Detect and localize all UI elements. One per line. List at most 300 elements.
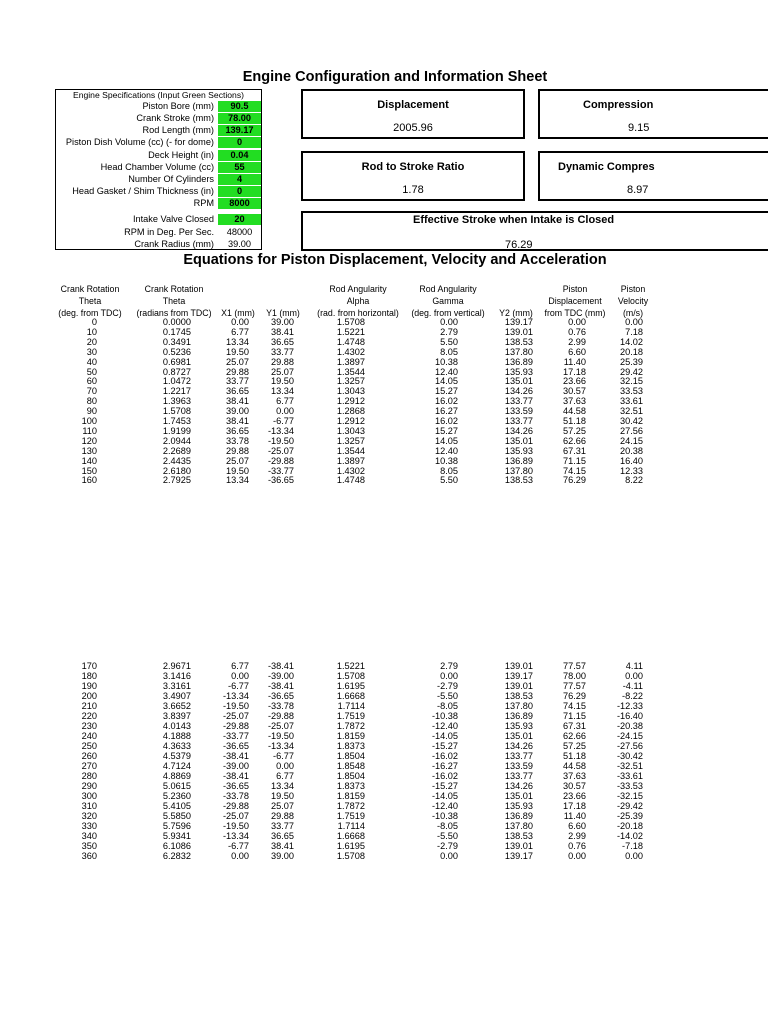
table-cell: 57.25	[563, 425, 586, 436]
table-cell: 1.3043	[336, 386, 365, 397]
table-cell: 6.60	[568, 821, 586, 831]
table-cell: 12.40	[435, 366, 458, 377]
table-cell: 5.9341	[162, 831, 191, 841]
table-cell: -12.33	[616, 701, 643, 711]
table-cell: 20.18	[620, 346, 643, 357]
table-cell: 25.07	[271, 366, 294, 377]
column-header: (deg. from vertical)	[411, 308, 485, 318]
table-cell: 3.8397	[162, 711, 191, 721]
table-cell: 5.4105	[162, 801, 191, 811]
table-cell: 29.88	[271, 811, 294, 821]
table-cell: 0.00	[625, 317, 643, 327]
table-cell: 36.65	[226, 386, 249, 397]
table-cell: 210	[81, 701, 97, 711]
effective-stroke-value: 76.29	[505, 239, 533, 251]
table-cell: 5.50	[440, 475, 458, 486]
table-cell: 1.5708	[336, 317, 365, 327]
table-cell: 29.88	[226, 366, 249, 377]
column-header: Y2 (mm)	[499, 308, 533, 318]
table-cell: 3.4907	[162, 691, 191, 701]
column-header: Piston	[620, 284, 646, 294]
table-cell: 33.61	[620, 396, 643, 407]
table-cell: 134.26	[504, 425, 533, 436]
table-cell: 12.40	[435, 445, 458, 456]
table-cell: 13.34	[226, 336, 249, 347]
spec-computed-value: 48000	[226, 227, 253, 237]
table-cell: 5.50	[440, 336, 458, 347]
table-cell: 1.5221	[336, 661, 365, 671]
table-cell: 133.59	[504, 406, 533, 417]
table-cell: -25.39	[616, 811, 643, 821]
table-cell: 27.56	[620, 425, 643, 436]
table-cell: 136.89	[504, 711, 533, 721]
table-cell: 74.15	[563, 701, 586, 711]
table-cell: 0.8727	[162, 366, 191, 377]
spec-input-value[interactable]: 4	[218, 174, 261, 185]
table-cell: 8.05	[440, 465, 458, 476]
table-cell: 137.80	[504, 701, 533, 711]
table-cell: 0.00	[568, 851, 586, 861]
table-cell: 280	[81, 771, 97, 781]
table-cell: 38.41	[271, 841, 294, 851]
column-header: Piston	[562, 284, 588, 294]
table-cell: 2.79	[440, 661, 458, 671]
table-cell: -29.88	[222, 721, 249, 731]
table-cell: 134.26	[504, 781, 533, 791]
equations-title: Equations for Piston Displacement, Velocity and Acceleration	[183, 252, 607, 268]
spec-input-value[interactable]: 0.04	[218, 150, 261, 161]
table-cell: 32.15	[620, 376, 643, 387]
table-cell: 33.77	[271, 821, 294, 831]
specs-header: Engine Specifications (Input Green Sections)	[72, 90, 244, 100]
table-cell: 2.99	[568, 336, 586, 347]
table-cell: -7.18	[622, 841, 643, 851]
table-cell: 0.5236	[162, 346, 191, 357]
table-cell: 17.18	[563, 366, 586, 377]
table-cell: 160	[81, 475, 97, 486]
table-cell: -36.65	[222, 781, 249, 791]
column-header: Crank Rotation	[144, 284, 204, 294]
table-cell: 16.40	[620, 455, 643, 466]
table-cell: 0.00	[231, 671, 249, 681]
spec-input-value[interactable]: 0	[218, 186, 261, 197]
compression-value: 9.15	[628, 122, 650, 134]
table-cell: 1.7114	[337, 821, 365, 831]
table-cell: 10.38	[435, 455, 458, 466]
table-cell: 0.00	[625, 671, 643, 681]
table-cell: 220	[81, 711, 97, 721]
table-cell: 1.0472	[162, 376, 191, 387]
table-cell: 137.80	[504, 465, 533, 476]
table-cell: 4.5379	[162, 751, 191, 761]
table-cell: 36.65	[226, 425, 249, 436]
table-cell: 140	[81, 455, 97, 466]
table-cell: 270	[81, 761, 97, 771]
table-cell: 139.17	[504, 671, 533, 681]
table-cell: 1.3963	[162, 396, 191, 407]
spec-label: Rod Length (mm)	[142, 125, 214, 135]
spec-label: Piston Dish Volume (cc) (- for dome)	[65, 137, 214, 147]
table-cell: 16.02	[435, 416, 458, 426]
table-cell: 310	[81, 801, 97, 811]
table-cell: -29.88	[222, 801, 249, 811]
table-cell: 0.00	[568, 317, 586, 327]
table-cell: 3.3161	[162, 681, 191, 691]
table-cell: 0.00	[440, 851, 458, 861]
page-title: Engine Configuration and Information Sheet	[242, 69, 548, 85]
table-cell: 3.1416	[162, 671, 191, 681]
table-cell: 200	[81, 691, 97, 701]
table-cell: -33.77	[267, 465, 294, 476]
table-cell: 38.41	[226, 416, 249, 426]
table-cell: 11.40	[563, 356, 586, 367]
table-cell: 290	[81, 781, 97, 791]
table-cell: 1.3043	[336, 425, 365, 436]
table-cell: 136.89	[504, 455, 533, 466]
table-cell: 0	[91, 317, 97, 327]
table-cell: 1.5221	[336, 326, 365, 337]
table-cell: -15.27	[431, 741, 458, 751]
table-cell: 24.15	[620, 435, 643, 446]
table-cell: -10.38	[431, 711, 458, 721]
table-cell: 133.77	[504, 396, 533, 407]
table-cell: 11.40	[563, 811, 586, 821]
table-cell: 0.00	[231, 317, 249, 327]
table-cell: 30.57	[563, 386, 586, 397]
table-cell: 0.00	[440, 671, 458, 681]
table-cell: -38.41	[222, 771, 249, 781]
table-cell: 19.50	[271, 376, 294, 387]
table-cell: 330	[81, 821, 97, 831]
table-cell: -13.34	[222, 691, 249, 701]
table-cell: 139.01	[504, 326, 533, 337]
table-cell: -4.11	[622, 681, 643, 691]
table-cell: 16.02	[435, 396, 458, 407]
table-cell: 14.05	[435, 435, 458, 446]
table-cell: 6.77	[231, 661, 249, 671]
table-cell: 300	[81, 791, 97, 801]
table-cell: 1.6195	[336, 681, 365, 691]
table-cell: 139.01	[504, 841, 533, 851]
table-cell: -33.78	[222, 791, 249, 801]
table-cell: 0.3491	[162, 336, 191, 347]
table-cell: 51.18	[563, 751, 586, 761]
table-cell: 150	[81, 465, 97, 476]
table-cell: 0.00	[276, 406, 294, 417]
table-cell: -19.50	[267, 435, 294, 446]
table-cell: 0.00	[276, 761, 294, 771]
table-cell: 2.99	[568, 831, 586, 841]
table-cell: 25.07	[226, 356, 249, 367]
table-cell: 135.93	[504, 721, 533, 731]
table-cell: 6.1086	[162, 841, 191, 851]
table-cell: -15.27	[431, 781, 458, 791]
table-cell: 39.00	[271, 317, 294, 327]
table-cell: 110	[82, 425, 97, 436]
table-cell: 23.66	[563, 791, 586, 801]
table-cell: -39.00	[222, 761, 249, 771]
table-cell: 2.9671	[162, 661, 191, 671]
table-cell: 25.07	[271, 801, 294, 811]
table-cell: 30.57	[563, 781, 586, 791]
column-header: Alpha	[346, 296, 370, 306]
table-cell: 39.00	[271, 851, 294, 861]
table-cell: 135.01	[504, 791, 533, 801]
table-cell: 77.57	[563, 661, 586, 671]
table-cell: -32.15	[616, 791, 643, 801]
table-cell: 340	[81, 831, 97, 841]
table-cell: -10.38	[431, 811, 458, 821]
column-header: Theta	[78, 296, 102, 306]
table-cell: -6.77	[228, 841, 249, 851]
table-cell: -38.41	[267, 681, 294, 691]
table-cell: 19.50	[226, 465, 249, 476]
table-cell: -39.00	[267, 671, 294, 681]
spec-label: RPM	[193, 198, 214, 208]
table-cell: 33.77	[271, 346, 294, 357]
table-cell: 15.27	[435, 386, 458, 397]
table-cell: 1.2912	[336, 416, 365, 426]
table-cell: -19.50	[267, 731, 294, 741]
table-cell: 230	[81, 721, 97, 731]
table-cell: 137.80	[504, 346, 533, 357]
table-cell: 350	[81, 841, 97, 851]
table-cell: 29.42	[620, 366, 643, 377]
table-cell: -25.07	[222, 811, 249, 821]
table-cell: 1.3897	[336, 455, 365, 466]
table-cell: 4.7124	[162, 761, 191, 771]
spec-input-value[interactable]: 8000	[218, 198, 261, 209]
table-cell: 1.8373	[336, 741, 365, 751]
table-cell: 15.27	[435, 425, 458, 436]
table-cell: -36.65	[267, 475, 294, 486]
table-cell: 138.53	[504, 475, 533, 486]
table-cell: -8.05	[437, 821, 458, 831]
table-cell: -5.50	[437, 691, 458, 701]
table-cell: 260	[81, 751, 97, 761]
dynamic-compression-value: 8.97	[627, 184, 649, 196]
table-cell: 13.34	[271, 781, 294, 791]
table-cell: 139.17	[504, 317, 533, 327]
table-cell: 36.65	[271, 831, 294, 841]
table-cell: 10	[86, 326, 97, 337]
table-cell: 1.8504	[336, 751, 365, 761]
table-cell: 136.89	[504, 356, 533, 367]
column-header: (rad. from horizontal)	[317, 308, 399, 318]
table-cell: 137.80	[504, 821, 533, 831]
table-cell: 0.00	[625, 851, 643, 861]
table-cell: 6.60	[568, 346, 586, 357]
table-cell: 1.7519	[336, 711, 365, 721]
table-cell: 136.89	[504, 811, 533, 821]
spec-input-value[interactable]: 0	[218, 137, 261, 148]
table-cell: 23.66	[563, 376, 586, 387]
table-cell: -16.02	[431, 771, 458, 781]
table-cell: -14.05	[431, 791, 458, 801]
spec-input-value[interactable]: 55	[218, 162, 261, 173]
table-cell: -6.77	[273, 751, 294, 761]
spec-label: Deck Height (in)	[148, 150, 214, 160]
table-cell: 13.34	[271, 386, 294, 397]
table-cell: 2.4435	[162, 455, 191, 466]
table-cell: 133.77	[504, 751, 533, 761]
table-cell: 70	[86, 386, 97, 397]
table-cell: -29.88	[267, 455, 294, 466]
table-cell: 6.77	[276, 771, 294, 781]
table-cell: 139.01	[504, 661, 533, 671]
table-cell: 180	[81, 671, 97, 681]
effective-stroke-label: Effective Stroke when Intake is Closed	[413, 214, 615, 226]
table-cell: -27.56	[616, 741, 643, 751]
table-cell: 133.77	[504, 771, 533, 781]
table-cell: -12.40	[431, 721, 458, 731]
table-cell: 36.65	[271, 336, 294, 347]
table-cell: 170	[81, 661, 97, 671]
table-cell: 5.5850	[162, 811, 191, 821]
table-cell: 20.38	[620, 445, 643, 456]
table-cell: 1.4302	[336, 465, 365, 476]
table-cell: 2.7925	[162, 475, 191, 486]
table-cell: -13.34	[267, 741, 294, 751]
table-cell: -29.88	[267, 711, 294, 721]
table-cell: 4.11	[625, 661, 643, 671]
table-cell: 139.01	[504, 681, 533, 691]
spec-input-value[interactable]: 90.5	[218, 101, 261, 112]
table-cell: 1.7114	[337, 701, 365, 711]
table-cell: 0.76	[568, 841, 586, 851]
table-cell: 138.53	[504, 336, 533, 347]
column-header: Displacement	[548, 296, 602, 306]
table-cell: 1.2912	[336, 396, 365, 407]
table-cell: -13.34	[222, 831, 249, 841]
rod-stroke-value: 1.78	[402, 184, 424, 196]
table-cell: -38.41	[222, 751, 249, 761]
table-cell: 44.58	[563, 406, 586, 417]
table-cell: 7.18	[625, 326, 643, 337]
table-cell: -20.38	[616, 721, 643, 731]
table-cell: 360	[81, 851, 97, 861]
table-cell: -2.79	[437, 841, 458, 851]
table-cell: -14.05	[431, 731, 458, 741]
column-header: Gamma	[432, 296, 464, 306]
table-cell: -8.22	[622, 691, 643, 701]
spec-input-value[interactable]: 78.00	[218, 113, 261, 124]
table-cell: 5.7596	[162, 821, 191, 831]
table-cell: 30.42	[620, 416, 643, 426]
column-header: (radians from TDC)	[136, 308, 212, 318]
table-cell: 57.25	[563, 741, 586, 751]
table-cell: 19.50	[271, 791, 294, 801]
table-cell: -33.77	[222, 731, 249, 741]
table-cell: -8.05	[437, 701, 458, 711]
table-cell: 71.15	[563, 455, 586, 466]
table-cell: 1.8373	[336, 781, 365, 791]
spec-label: Head Chamber Volume (cc)	[100, 162, 214, 172]
table-cell: 135.01	[504, 435, 533, 446]
table-cell: 133.59	[504, 761, 533, 771]
table-cell: 130	[81, 445, 97, 456]
column-header: (m/s)	[622, 308, 644, 318]
column-header: (deg. from TDC)	[58, 308, 122, 318]
table-cell: 135.93	[504, 801, 533, 811]
table-cell: -38.41	[267, 661, 294, 671]
table-cell: 1.7872	[336, 721, 365, 731]
table-cell: 1.8504	[336, 771, 365, 781]
table-cell: 8.22	[625, 475, 643, 486]
table-cell: 120	[81, 435, 97, 446]
table-cell: 25.39	[620, 356, 643, 367]
table-cell: 133.77	[504, 416, 533, 426]
table-cell: 5.0615	[162, 781, 191, 791]
table-cell: 1.7519	[336, 811, 365, 821]
table-cell: -25.07	[267, 445, 294, 456]
table-cell: 67.31	[563, 721, 586, 731]
table-cell: -30.42	[616, 751, 643, 761]
spec-input-value[interactable]: 20	[218, 214, 261, 225]
column-header: X1 (mm)	[221, 308, 255, 318]
table-cell: 135.01	[504, 731, 533, 741]
table-cell: 29.88	[226, 445, 249, 456]
table-cell: 0.6981	[162, 356, 191, 367]
table-cell: 1.6668	[336, 691, 365, 701]
spec-computed-value: 39.00	[228, 239, 251, 249]
table-cell: -12.40	[431, 801, 458, 811]
table-cell: 33.77	[226, 376, 249, 387]
table-cell: 14.05	[435, 376, 458, 387]
table-cell: -33.53	[616, 781, 643, 791]
table-cell: 30	[86, 346, 97, 357]
spec-input-value[interactable]: 139.17	[218, 125, 261, 136]
table-cell: 0.76	[568, 326, 586, 337]
table-cell: 71.15	[563, 711, 586, 721]
table-cell: 25.07	[226, 455, 249, 466]
table-cell: 32.51	[620, 406, 643, 417]
table-cell: -13.34	[267, 425, 294, 436]
table-cell: 16.27	[435, 406, 458, 417]
table-cell: 8.05	[440, 346, 458, 357]
table-cell: 1.5708	[336, 851, 365, 861]
table-cell: 0.0000	[162, 317, 191, 327]
column-header: Y1 (mm)	[266, 308, 300, 318]
table-cell: -36.65	[222, 741, 249, 751]
table-cell: 37.63	[563, 396, 586, 407]
table-cell: -36.65	[267, 691, 294, 701]
table-cell: 134.26	[504, 741, 533, 751]
table-cell: 1.3897	[336, 356, 365, 367]
table-cell: -19.50	[222, 821, 249, 831]
table-cell: 1.3544	[336, 366, 365, 377]
table-cell: -14.02	[616, 831, 643, 841]
table-cell: -2.79	[437, 681, 458, 691]
table-cell: 76.29	[563, 691, 586, 701]
spec-label: Number Of Cylinders	[128, 174, 214, 184]
table-cell: 250	[81, 741, 97, 751]
table-cell: 4.1888	[162, 731, 191, 741]
column-header: from TDC (mm)	[544, 308, 606, 318]
table-cell: 78.00	[563, 671, 586, 681]
table-cell: 1.2217	[162, 386, 191, 397]
table-cell: -33.78	[267, 701, 294, 711]
table-cell: 2.79	[440, 326, 458, 337]
spec-label: Head Gasket / Shim Thickness (in)	[72, 186, 214, 196]
table-cell: 0.1745	[162, 326, 191, 337]
table-cell: -25.07	[267, 721, 294, 731]
table-cell: -16.02	[431, 751, 458, 761]
table-cell: 190	[81, 681, 97, 691]
table-cell: 38.41	[271, 326, 294, 337]
table-cell: 1.6195	[336, 841, 365, 851]
table-cell: 50	[86, 366, 97, 377]
